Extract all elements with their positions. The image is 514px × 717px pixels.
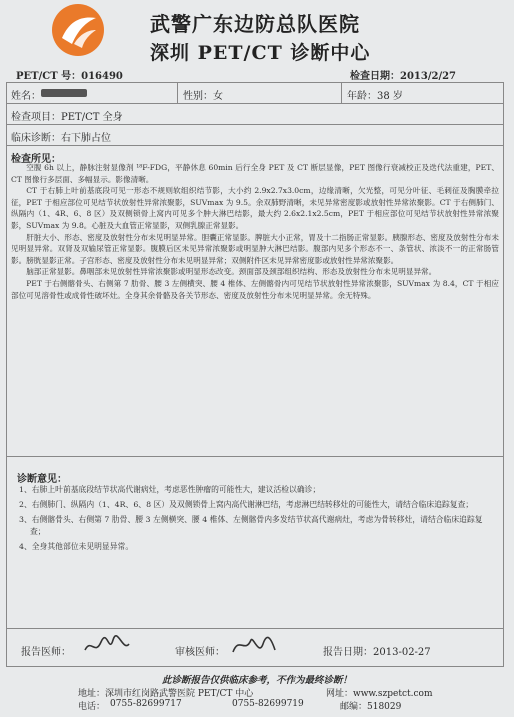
exam-item-row [7,104,503,125]
reporter-signature-icon [83,634,131,658]
diagnosis-item: 2、右侧肺门、纵隔内（1、4R、6、8 区）及双侧锁骨上窝内高代谢淋巴结，考虑淋巴结转移灶的可能性大，请结合临床追踪复查； [19,500,474,509]
findings-title: 检查所见： [11,154,61,165]
report-footer [0,668,514,717]
findings-paragraph: PET 于右侧髂骨头、右侧第 7 肋骨、腰 3 左侧横突、腰 4 椎体、左侧髂骨内可见结节状放射性异常浓聚影，SUVmax 为 8.4，CT 于相应部位可见溶骨性或成骨性破坏灶。全身其余骨骼及各关节形态、密度及放射性分布未见明显异常。余无特殊。 [11,278,499,300]
hospital-name: 武警广东边防总队医院 [150,12,360,36]
name-redacted [41,89,87,97]
report-header [0,0,514,68]
center-name: 深圳 PET/CT 诊断中心 [150,42,371,64]
exam-item: 检查项目：PET/CT 全身 [11,112,123,123]
reporter-label: 报告医师： [21,647,71,658]
hospital-logo-icon [52,4,104,56]
clinical-dx-row [7,125,503,146]
phone-label: 电话： [78,702,106,712]
findings-paragraph: CT 于右肺上叶前基底段可见一形态不规则软组织结节影，大小约 2.9x2.7x3.0cm，边缘清晰，欠光整，可见分叶征、毛刺征及胸膜牵拉征，PET 于相应部位可见结节状放射性异常浓聚影，SUVmax 为 9.5。余双肺野清晰，未见异常密度影或放射性异常浓聚影。CT 于右侧肺门、纵隔内（1、4R、6、8 区）及双侧锁骨上窝内可见多个肿大淋巴结影，最大约 2.6x2.1x2.5cm，PET 于相应部位可见结节状放射性异常浓聚影，SUVmax 为 9.8。心脏及大血管正常显影，双侧乳腺正常显影。 [11,186,499,230]
findings-paragraph: 脑部正常显影。鼻咽部未见放射性异常浓聚影或明显形态改变。颈面部及颈部组织结构、形态及放射性分布未见明显异常。 [26,267,437,277]
age-field: 年龄：38 岁 [347,91,403,102]
address: 地址：深圳市红岗路武警医院 PET/CT 中心 [78,689,254,699]
name-label: 姓名： [11,91,41,102]
patient-info-table [6,82,504,146]
gender-field: 性别：女 [183,91,223,102]
id-row [14,67,490,81]
patient-row [7,83,503,104]
diagnosis-list [19,484,497,556]
signature-row [6,628,504,667]
postcode: 邮编：518029 [340,702,402,712]
findings-section [6,144,504,457]
pet-ct-number: PET/CT 号：016490 [16,71,123,82]
phone-1: 0755-82699717 [110,699,182,709]
findings-paragraph: 空腹 6h 以上，静脉注射显像剂 ¹⁸F-FDG，平静休息 60min 后行全身 PET 及 CT 断层显像，PET 图像行衰减校正及迭代法重建，PET、CT 图像行多层面、多幅显示。影像清晰。 [11,163,499,184]
exam-date: 检查日期：2013/2/27 [350,71,457,82]
diagnosis-item: 1、右肺上叶前基底段结节状高代谢病灶，考虑恶性肿瘤的可能性大，建议活检以确诊； [19,485,321,494]
diagnosis-title: 诊断意见： [17,474,67,485]
diagnosis-item: 4、全身其他部位未见明显异常。 [19,542,134,551]
website: 网址：www.szpetct.com [326,689,433,699]
findings-body [11,162,499,301]
findings-paragraph: 肝脏大小、形态、密度及放射性分布未见明显异常。胆囊正常显影。脾脏大小正常，胃及十二指肠正常显影。胰腺形态、密度及放射性分布未见明显异常。双肾及双输尿管正常显影。腹膜后区未见异常浓聚影或明显肿大淋巴结影。腹部内见多个形态不一、条管状、浓淡不一的正常肠管影。膀胱显影正常。子宫形态、密度及放射性分布未见明显异常；双侧附件区未见异常密度影或放射性异常浓聚影。 [11,232,499,265]
disclaimer-note: 此诊断报告仅供临床参考，不作为最终诊断！ [161,675,352,686]
diagnosis-section [6,456,504,629]
clinical-diagnosis: 临床诊断：右下肺占位 [11,133,111,144]
reviewer-signature-icon [229,634,277,658]
report-date: 报告日期：2013-02-27 [323,647,431,658]
reviewer-label: 审核医师： [175,647,225,658]
diagnosis-item: 3、右侧髂骨头、右侧第 7 肋骨、腰 3 左侧横突、腰 4 椎体、左侧髂骨内多发结节状高代谢病灶，考虑为骨转移灶，请结合临床追踪复查； [19,515,483,536]
phone-2: 0755-82699719 [232,699,304,709]
